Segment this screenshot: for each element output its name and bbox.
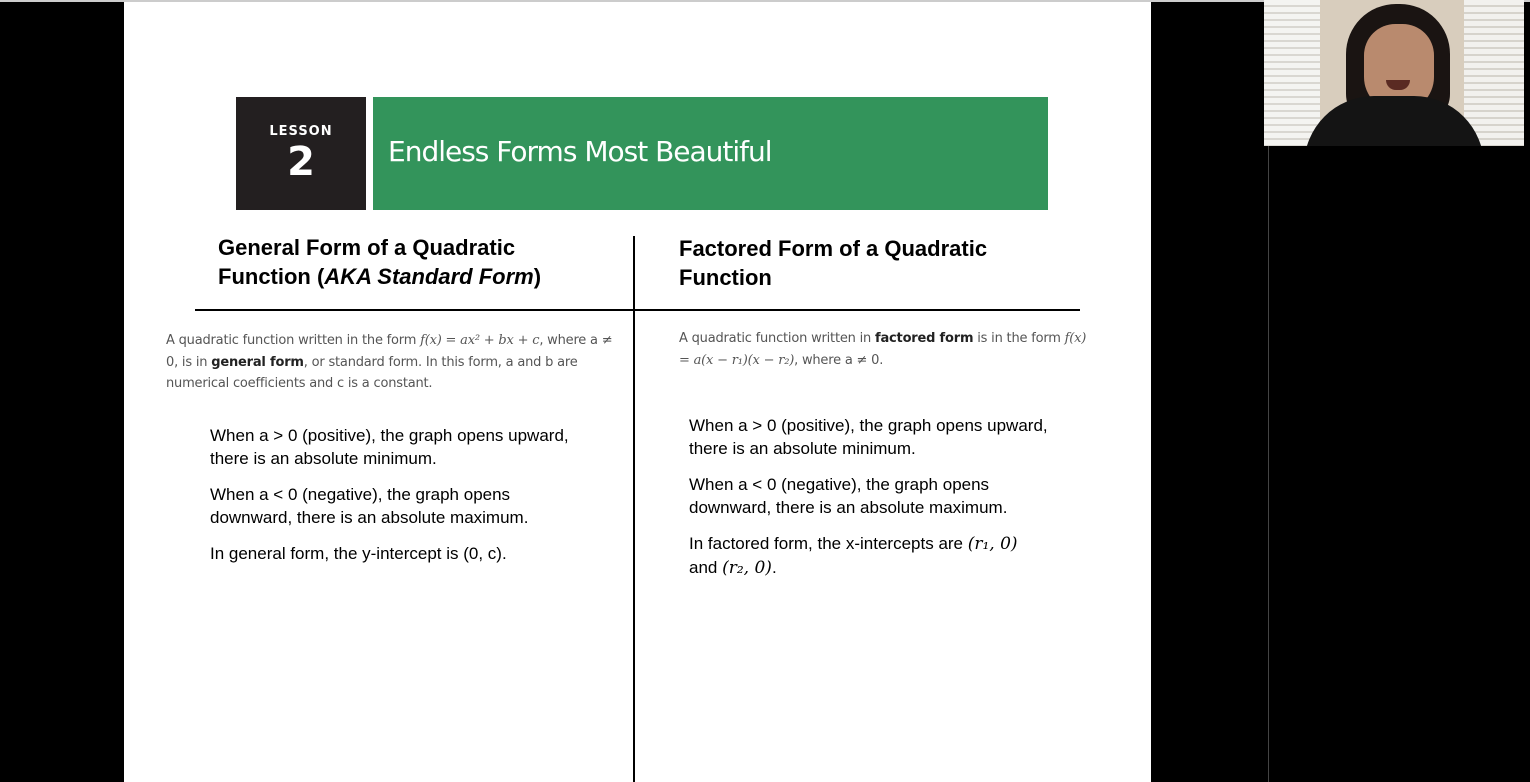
note-negative: When a < 0 (negative), the graph opens downward, there is an absolute maximum. bbox=[210, 485, 529, 527]
note-positive: When a > 0 (positive), the graph opens upward, there is an absolute minimum. bbox=[689, 416, 1048, 458]
lesson-number: 2 bbox=[287, 139, 315, 185]
right-column-heading: Factored Form of a Quadratic Function bbox=[679, 236, 988, 290]
table-vertical-divider bbox=[633, 236, 635, 782]
factored-form-definition: A quadratic function written in factored form is in the form f(x) = a(x − r₁)(x − r₂), where a ≠ 0. bbox=[679, 331, 1087, 368]
note-x-intercepts: In factored form, the x-intercepts are (r₁, 0) and (r₂, 0). bbox=[689, 534, 1018, 578]
window-blinds-right bbox=[1464, 0, 1524, 146]
panel-divider bbox=[1268, 146, 1269, 782]
presentation-slide bbox=[124, 2, 1151, 782]
note-y-intercept: In general form, the y-intercept is (0, c). bbox=[210, 544, 507, 563]
factored-form-notes bbox=[689, 414, 1059, 593]
note-negative: When a < 0 (negative), the graph opens downward, there is an absolute maximum. bbox=[689, 475, 1008, 517]
lesson-title-banner bbox=[373, 97, 1048, 210]
lesson-label: LESSON bbox=[269, 124, 333, 139]
window-blinds-left bbox=[1264, 0, 1320, 146]
general-form-definition: A quadratic function written in the form f(x) = ax² + bx + c, where a ≠ 0, is in general form, or standard form. In this form, a and b are numerical coefficients and c is a constant. bbox=[166, 333, 613, 391]
lesson-title: Endless Forms Most Beautiful bbox=[388, 135, 772, 168]
webcam-video-feed bbox=[1264, 0, 1524, 146]
left-column-heading: General Form of a Quadratic Function (AKA Standard Form) bbox=[218, 235, 542, 289]
general-form-notes bbox=[210, 424, 570, 578]
table-horizontal-divider bbox=[195, 309, 1080, 311]
lesson-badge bbox=[236, 97, 366, 210]
note-positive: When a > 0 (positive), the graph opens upward, there is an absolute minimum. bbox=[210, 426, 569, 468]
